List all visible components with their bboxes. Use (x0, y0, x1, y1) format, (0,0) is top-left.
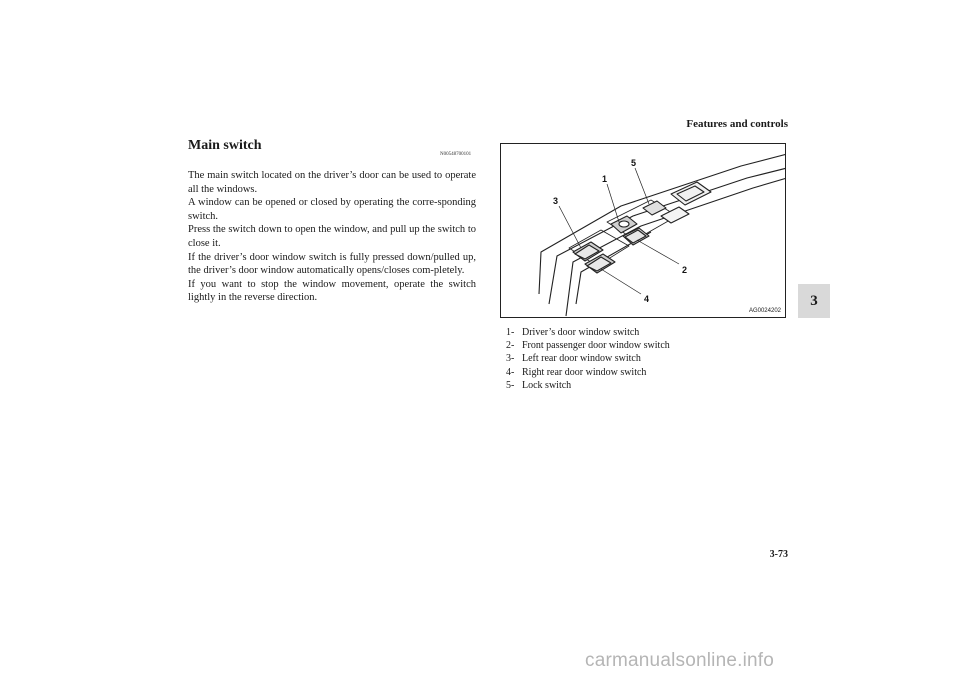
paragraph: If the driver’s door window switch is fully pressed down/pulled up, the driver’s door window automatically opens/closes com-pletely. (188, 251, 476, 277)
callout-3: 3 (553, 196, 559, 206)
switch-panel-drawing (501, 144, 786, 318)
paragraph: A window can be opened or closed by operating the corre-sponding switch. (188, 197, 476, 222)
paragraph: The main switch located on the driver’s door can be used to operate all the windows. (188, 170, 476, 195)
figure-code: AG0024202 (748, 308, 781, 314)
figure-legend (506, 326, 670, 392)
window-switch-illustration (500, 143, 786, 318)
legend-label: Driver’s door window switch (522, 327, 640, 338)
legend-item (506, 379, 670, 392)
page-number: 3-73 (769, 549, 788, 560)
body-text (188, 169, 476, 305)
legend-label: Front passenger door window switch (522, 340, 670, 352)
paragraph: Press the switch down to open the window, and pull up the switch to close it. (188, 224, 476, 249)
legend-number: 3- (506, 353, 515, 365)
section-code: N00548700101 (440, 152, 472, 157)
callout-2: 2 (682, 265, 688, 275)
legend-label: Left rear door window switch (522, 353, 641, 365)
running-header: Features and controls (686, 118, 788, 130)
watermark: carmanualsonline.info (585, 650, 775, 671)
legend-number: 2- (506, 340, 515, 352)
legend-item (506, 366, 670, 379)
legend-item (506, 326, 670, 339)
legend-number: 4- (506, 366, 515, 378)
callout-4: 4 (644, 294, 650, 304)
legend-item (506, 339, 670, 352)
legend-label: Lock switch (522, 379, 572, 391)
section-title: Main switch (188, 138, 262, 153)
legend-label: Right rear door window switch (522, 366, 647, 378)
callout-5: 5 (631, 158, 637, 168)
legend-item (506, 352, 670, 365)
legend-number: 5- (506, 379, 515, 391)
chapter-tab-label: 3 (810, 292, 818, 309)
callout-1: 1 (602, 174, 608, 184)
chapter-tab (798, 284, 830, 318)
paragraph: If you want to stop the window movement, operate the switch lightly in the reverse direction. (188, 278, 476, 304)
legend-number: 1- (506, 327, 515, 338)
